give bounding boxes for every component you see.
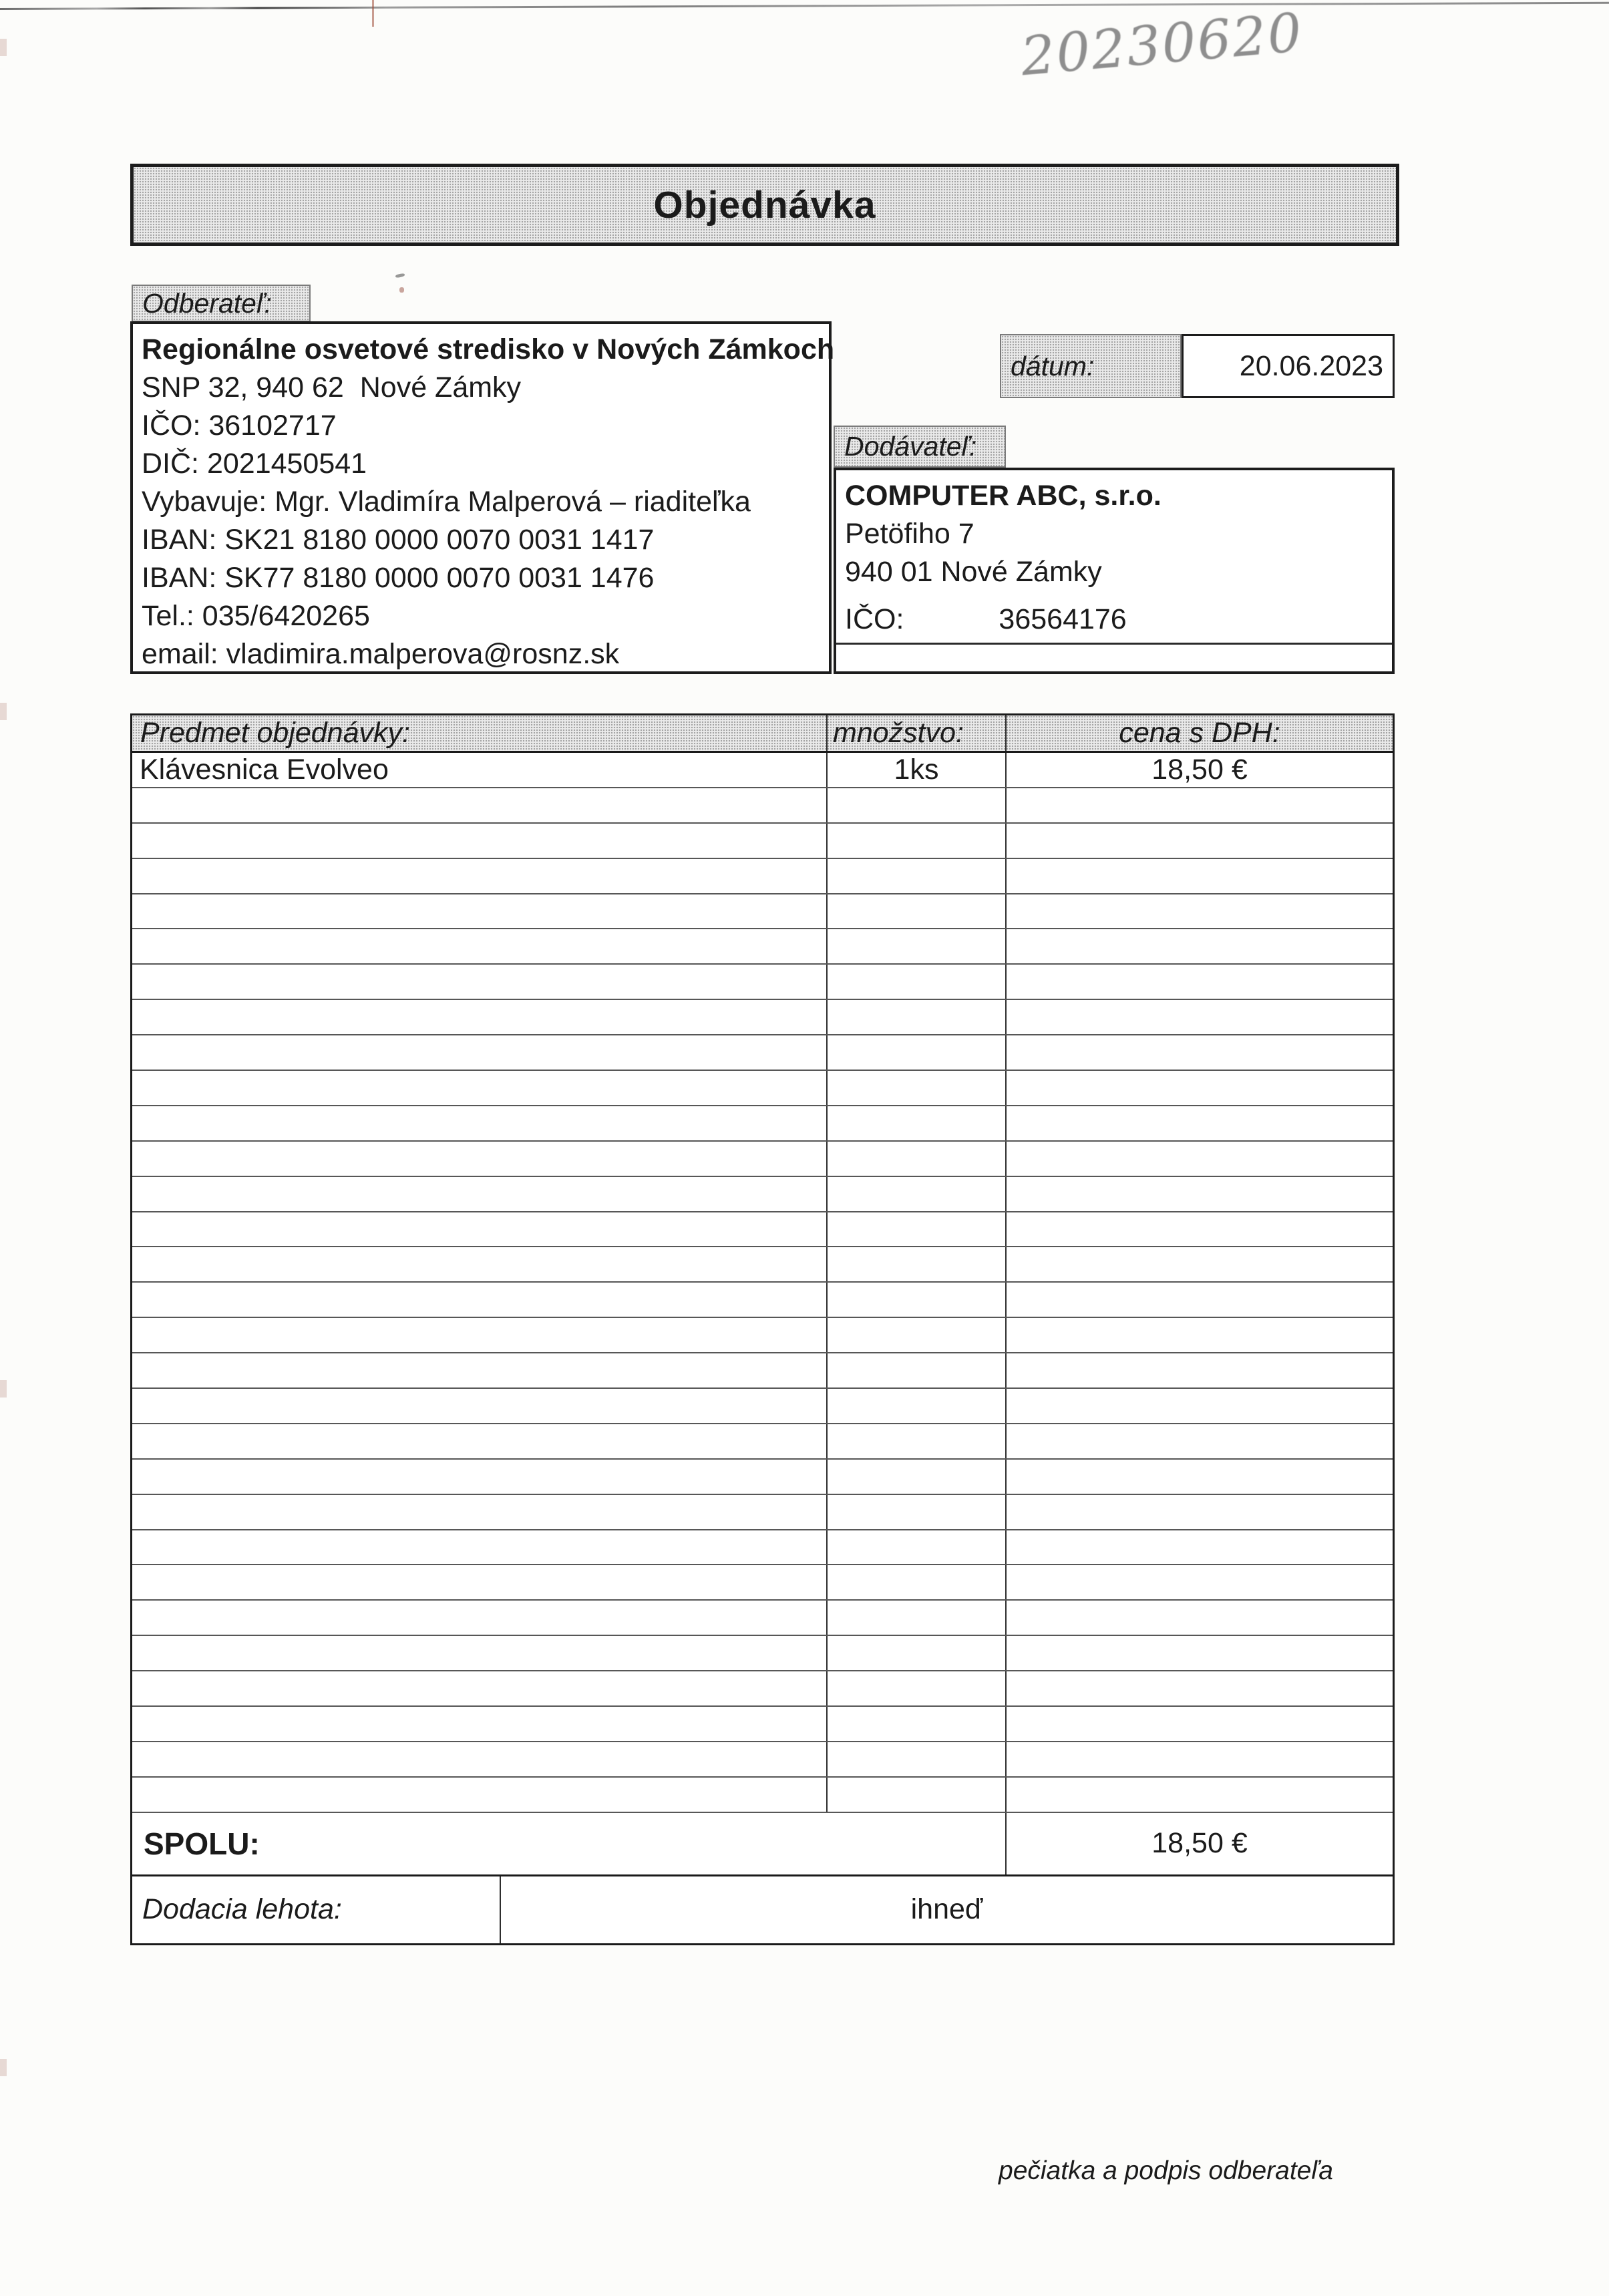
price-cell	[1005, 1460, 1393, 1494]
table-row	[132, 1353, 1393, 1389]
order-table-header	[132, 715, 1393, 753]
quantity-cell	[826, 1071, 1005, 1105]
price-cell	[1005, 1424, 1393, 1458]
document-title: Objednávka	[653, 183, 876, 226]
item-cell	[132, 1353, 826, 1387]
table-row	[132, 1778, 1393, 1813]
item-cell	[132, 824, 826, 858]
price-cell	[1005, 1530, 1393, 1565]
customer-details-box	[130, 321, 835, 674]
item-cell	[132, 1212, 826, 1247]
price-cell	[1005, 929, 1393, 963]
quantity-cell	[826, 1247, 1005, 1281]
quantity-cell	[826, 1601, 1005, 1635]
item-cell	[132, 788, 826, 822]
quantity-cell	[826, 1353, 1005, 1387]
table-row	[132, 1212, 1393, 1248]
item-cell	[132, 1318, 826, 1352]
price-cell	[1005, 1318, 1393, 1352]
quantity-cell	[826, 1565, 1005, 1599]
delivery-row	[132, 1876, 1393, 1943]
header-subject-column: Predmet objednávky:	[140, 717, 410, 749]
delivery-value: ihneď	[500, 1876, 1393, 1943]
quantity-cell	[826, 859, 1005, 893]
item-cell	[132, 1071, 826, 1105]
quantity-cell	[826, 1707, 1005, 1741]
item-cell	[132, 1247, 826, 1281]
price-cell	[1005, 1778, 1393, 1812]
quantity-cell	[826, 1530, 1005, 1565]
quantity-cell	[826, 1106, 1005, 1140]
table-row	[132, 1460, 1393, 1495]
item-cell	[132, 859, 826, 893]
price-cell	[1005, 1495, 1393, 1529]
table-row	[132, 965, 1393, 1000]
quantity-cell	[826, 1177, 1005, 1211]
customer-address-line: SNP 32, 940 62 Nové Zámky	[142, 371, 522, 403]
table-row	[132, 1106, 1393, 1142]
price-cell	[1005, 965, 1393, 999]
item-cell	[132, 1742, 826, 1776]
quantity-cell	[826, 929, 1005, 963]
supplier-ico-value: 36564176	[999, 603, 1127, 635]
quantity-cell	[826, 1000, 1005, 1034]
table-row	[132, 859, 1393, 894]
quantity-cell	[826, 1742, 1005, 1776]
supplier-ico-row	[845, 601, 1392, 639]
price-cell	[1005, 859, 1393, 893]
price-cell	[1005, 1601, 1393, 1635]
quantity-cell: 1ks	[826, 753, 1005, 787]
customer-section-label: Odberateľ:	[132, 285, 311, 322]
table-row	[132, 894, 1393, 930]
table-row	[132, 1142, 1393, 1177]
quantity-cell	[826, 1389, 1005, 1423]
item-cell	[132, 1106, 826, 1140]
quantity-cell	[826, 788, 1005, 822]
table-row	[132, 1071, 1393, 1106]
price-cell	[1005, 1353, 1393, 1387]
quantity-cell	[826, 1035, 1005, 1070]
table-row	[132, 1000, 1393, 1035]
item-cell	[132, 1495, 826, 1529]
item-cell	[132, 1460, 826, 1494]
quantity-cell	[826, 1460, 1005, 1494]
header-quantity-column: množstvo:	[826, 715, 1005, 751]
supplier-section-label: Dodávateľ:	[834, 426, 1006, 468]
table-row	[132, 753, 1393, 788]
item-cell	[132, 1565, 826, 1599]
supplier-details-box	[834, 468, 1395, 674]
table-row	[132, 1565, 1393, 1601]
quantity-cell	[826, 965, 1005, 999]
table-row	[132, 1495, 1393, 1530]
delivery-label: Dodacia lehota:	[142, 1893, 342, 1926]
item-cell	[132, 894, 826, 929]
quantity-cell	[826, 1212, 1005, 1247]
item-cell	[132, 1177, 826, 1211]
price-cell: 18,50 €	[1005, 753, 1393, 787]
price-cell	[1005, 1142, 1393, 1176]
customer-phone-line: Tel.: 035/6420265	[142, 600, 370, 632]
price-cell	[1005, 1742, 1393, 1776]
total-value: 18,50 €	[1005, 1813, 1393, 1874]
price-cell	[1005, 1707, 1393, 1741]
quantity-cell	[826, 824, 1005, 858]
handwritten-date-note: 20230620	[1018, 1, 1306, 88]
price-cell	[1005, 1177, 1393, 1211]
item-cell: Klávesnica Evolveo	[140, 753, 389, 786]
table-row	[132, 1177, 1393, 1212]
scan-edge-mark	[0, 39, 7, 56]
table-row	[132, 1035, 1393, 1071]
item-cell	[132, 1601, 826, 1635]
quantity-cell	[826, 1283, 1005, 1317]
signature-caption: pečiatka a podpis odberateľa	[999, 2156, 1334, 2185]
scan-top-edge-line	[0, 2, 1609, 10]
order-table-body	[132, 753, 1393, 1813]
price-cell	[1005, 894, 1393, 929]
table-row	[132, 1283, 1393, 1318]
quantity-cell	[826, 1424, 1005, 1458]
table-row	[132, 1636, 1393, 1671]
supplier-ico-underline	[836, 643, 1392, 645]
date-value: 20.06.2023	[1182, 334, 1395, 398]
item-cell	[132, 1424, 826, 1458]
quantity-cell	[826, 1636, 1005, 1670]
price-cell	[1005, 1071, 1393, 1105]
quantity-cell	[826, 1671, 1005, 1705]
quantity-cell	[826, 894, 1005, 929]
table-row	[132, 1530, 1393, 1566]
item-cell	[132, 1707, 826, 1741]
table-row	[132, 788, 1393, 824]
table-row	[132, 1742, 1393, 1778]
item-cell	[132, 929, 826, 963]
scan-speck	[395, 273, 405, 279]
price-cell	[1005, 1212, 1393, 1247]
customer-contact-person-line: Vybavuje: Mgr. Vladimíra Malperová – riaditeľka	[142, 486, 751, 518]
header-price-column: cena s DPH:	[1005, 715, 1393, 751]
table-row	[132, 1601, 1393, 1636]
item-cell	[132, 1000, 826, 1034]
price-cell	[1005, 1247, 1393, 1281]
item-cell	[132, 1389, 826, 1423]
item-cell	[132, 1778, 826, 1812]
table-row	[132, 1424, 1393, 1460]
supplier-city-line: 940 01 Nové Zámky	[845, 556, 1102, 588]
price-cell	[1005, 1565, 1393, 1599]
total-row	[132, 1813, 1393, 1876]
price-cell	[1005, 1035, 1393, 1070]
price-cell	[1005, 1106, 1393, 1140]
price-cell	[1005, 1283, 1393, 1317]
scan-edge-mark	[0, 1380, 7, 1398]
total-label: SPOLU:	[144, 1826, 260, 1861]
price-cell	[1005, 788, 1393, 822]
customer-ico-line: IČO: 36102717	[142, 409, 337, 442]
item-cell	[132, 1035, 826, 1070]
order-table	[130, 713, 1395, 1945]
supplier-name: COMPUTER ABC, s.r.o.	[845, 480, 1161, 512]
date-label: dátum:	[1000, 334, 1182, 398]
customer-iban-line-1: IBAN: SK21 8180 0000 0070 0031 1417	[142, 524, 655, 556]
quantity-cell	[826, 1318, 1005, 1352]
item-cell	[132, 1671, 826, 1705]
scan-edge-mark	[0, 2059, 7, 2076]
title-box	[130, 164, 1399, 246]
price-cell	[1005, 1000, 1393, 1034]
quantity-cell	[826, 1495, 1005, 1529]
customer-iban-line-2: IBAN: SK77 8180 0000 0070 0031 1476	[142, 562, 655, 594]
quantity-cell	[826, 1778, 1005, 1812]
customer-email-line: email: vladimira.malperova@rosnz.sk	[142, 638, 620, 670]
price-cell	[1005, 1389, 1393, 1423]
table-row	[132, 929, 1393, 965]
customer-name: Regionálne osvetové stredisko v Nových Zámkoch	[142, 333, 835, 365]
table-row	[132, 1707, 1393, 1742]
table-row	[132, 1318, 1393, 1353]
supplier-ico-label: IČO:	[845, 603, 904, 635]
price-cell	[1005, 1636, 1393, 1670]
table-row	[132, 1671, 1393, 1707]
price-cell	[1005, 1671, 1393, 1705]
customer-dic-line: DIČ: 2021450541	[142, 448, 367, 480]
supplier-street-line: Petöfiho 7	[845, 518, 974, 550]
item-cell	[132, 1142, 826, 1176]
table-row	[132, 824, 1393, 859]
quantity-cell	[826, 1142, 1005, 1176]
table-row	[132, 1247, 1393, 1283]
price-cell	[1005, 824, 1393, 858]
item-cell	[132, 965, 826, 999]
item-cell	[132, 1283, 826, 1317]
registration-cross-mark	[372, 0, 374, 27]
table-row	[132, 1389, 1393, 1424]
scan-edge-mark	[0, 703, 7, 720]
item-cell	[132, 1636, 826, 1670]
item-cell	[132, 1530, 826, 1565]
scan-speck	[399, 287, 404, 293]
